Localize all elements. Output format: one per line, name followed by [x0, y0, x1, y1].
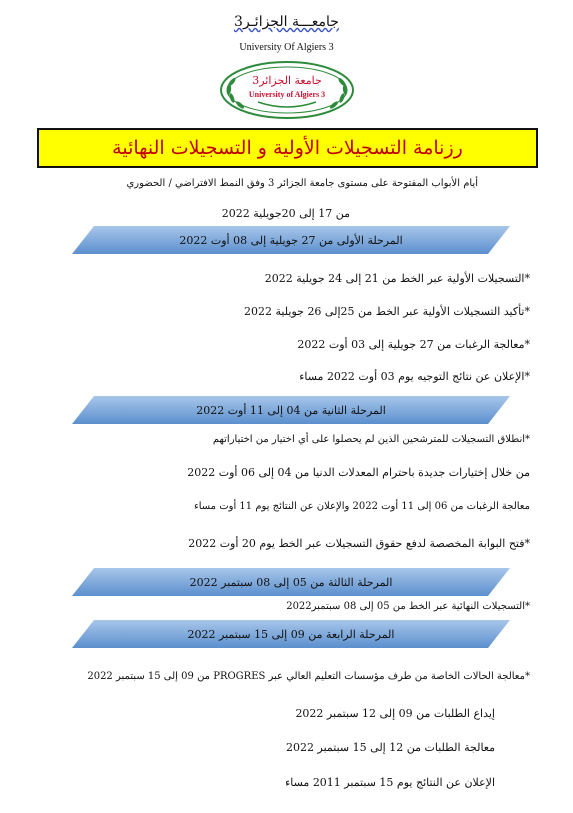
phase-2-heading	[72, 396, 510, 424]
logo-text-arabic: جامعة الجزائر3	[252, 74, 322, 87]
phase-1-item: *تأكيد التسجيلات الأولية عبر الخط من 25إلى 26 جويلية 2022	[244, 305, 530, 318]
open-days-dates: من 17 إلى 20جويلية 2022	[221, 207, 350, 220]
phase-3-heading-text: المرحلة الثالثة من 05 إلى 08 سبتمبر 2022	[189, 575, 393, 589]
phase-2-item: *انطلاق التسجيلات للمترشحين الذين لم يحصلوا على أي اختيار من اختياراتهم	[212, 434, 530, 445]
open-days-line: أيام الأبواب المفتوحة على مستوى جامعة الجزائر 3 وفق النمط الافتراضي / الحضوري	[126, 178, 478, 189]
phase-1-item: *التسجيلات الأولية عبر الخط من 21 إلى 24 جويلية 2022	[264, 272, 530, 285]
phase-3-heading	[72, 568, 510, 596]
phase-4-item: الإعلان عن النتائج يوم 15 سبتمبر 2011 مساء	[285, 776, 495, 789]
phase-3-item: *التسجيلات النهائية عبر الخط من 05 إلى 08 سبتمبر2022	[286, 601, 530, 612]
phase-1-item: *الإعلان عن نتائج التوجيه يوم 03 أوت 2022 مساء	[299, 370, 530, 383]
phase-4-item: إيداع الطلبات من 09 إلى 12 سبتمبر 2022	[295, 707, 495, 720]
logo-text-english: University of Algiers 3	[248, 90, 326, 99]
phase-4-heading	[72, 620, 510, 648]
phase-2-item: من خلال إختيارات جديدة باحترام المعدلات الدنيا من 04 إلى 06 أوت 2022	[187, 466, 530, 479]
phase-2-item: *فتح البوابة المخصصة لدفع حقوق التسجيلات عبر الخط يوم 20 أوت 2022	[188, 537, 530, 550]
phase-4-item: معالجة الطلبات من 12 إلى 15 سبتمبر 2022	[286, 741, 495, 754]
university-logo	[218, 60, 356, 120]
title-banner	[37, 128, 538, 168]
university-name-english: University Of Algiers 3	[239, 42, 334, 53]
phase-4-heading-text: المرحلة الرابعة من 09 إلى 15 سبتمبر 2022	[187, 627, 395, 641]
phase-2-item: معالجة الرغبات من 06 إلى 11 أوت 2022 والإعلان عن النتائج يوم 11 أوت مساء	[194, 501, 530, 512]
phase-4-item: *معالجة الحالات الخاصة من طرف مؤسسات التعليم العالي عبر PROGRES من 09 إلى 15 سبتمبر 2022	[87, 671, 530, 682]
phase-1-heading-text: المرحلة الأولى من 27 جويلية إلى 08 أوت 2022	[179, 233, 403, 247]
phase-2-heading-text: المرحلة الثانية من 04 إلى 11 أوت 2022	[196, 403, 386, 417]
phase-1-item: *معالجة الرغبات من 27 جويلية إلى 03 أوت 2022	[297, 338, 530, 351]
page-title: رزنامة التسجيلات الأولية و التسجيلات النهائية	[112, 137, 463, 159]
university-name-arabic: جامعـــة الجزائـر3	[234, 14, 339, 30]
phase-1-heading	[72, 226, 510, 254]
